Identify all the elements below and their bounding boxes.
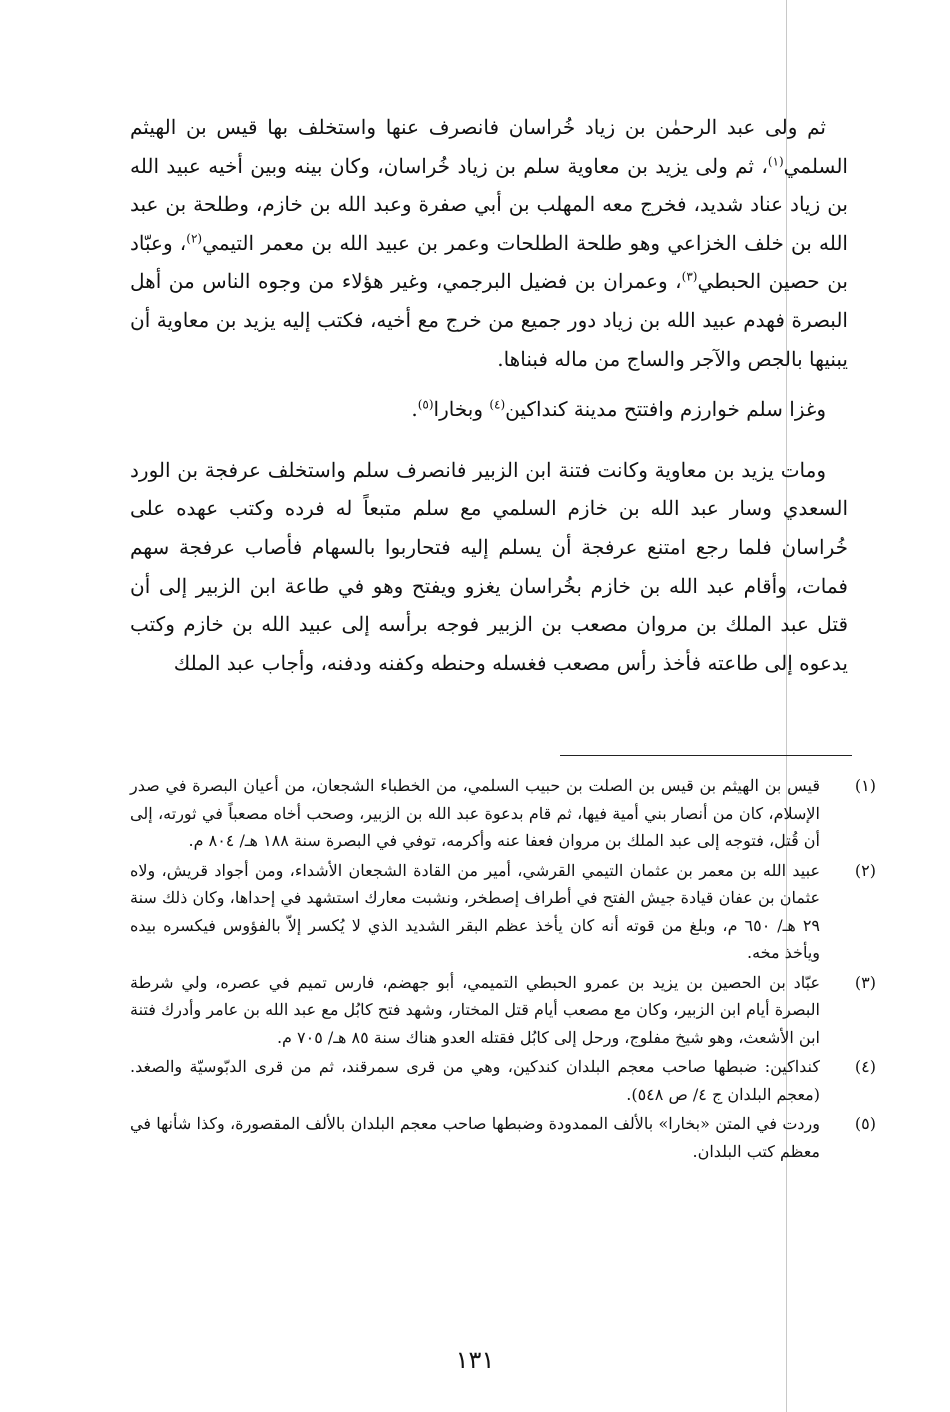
footnote-ref-1: (١) xyxy=(767,153,784,168)
footnote-number: (٤) xyxy=(854,1057,876,1076)
footnote-1 xyxy=(130,772,876,855)
page-number: ١٣١ xyxy=(455,1346,495,1374)
footnote-number: (٢) xyxy=(854,860,876,880)
footnote-ref-3: (٣) xyxy=(681,269,698,284)
footnote-4 xyxy=(130,1053,876,1108)
footnote-text: كنداكين: ضبطها صاحب معجم البلدان كندكين، وهي من قرى سمرقند، ثم من قرى الدبّوسيّة والصغد. (معجم البلدان ج ٤/ ص ٥٤٨). xyxy=(130,1057,820,1104)
footnote-number: (١) xyxy=(854,776,876,795)
footnote-5 xyxy=(130,1110,876,1165)
footnotes xyxy=(130,772,876,1167)
paragraph-2: وغزا سلم خوارزم وافتتح مدينة كنداكين$^{(٤)}$ وبخارا$^{(٥)}$. xyxy=(411,397,826,422)
footnote-text: وردت في المتن «بخارا» بالألف الممدودة وضبطها صاحب معجم البلدان بالألف المقصورة، وكذا شأنها في معظم كتب البلدان. xyxy=(130,1114,820,1161)
footnote-ref-2: (٢) xyxy=(186,231,203,246)
footnote-text: عبّاد بن الحصين بن يزيد بن عمرو الحبطي التميمي، أبو جهضم، فارس تميم في عصره، ولي شرطة البصرة أيام ابن الزبير، وكان مع مصعب أيام قتل المختار، وشهد فتح كابُل مع عبد الله بن عامر وأدرك فتنة ابن الأشعث، وهو شيخ مفلوج، ورحل إلى كابُل فقتله العدو هناك سنة ٨٥ هـ/ ٧٠٥ م. xyxy=(130,972,820,1047)
footnote-text: عبيد الله بن معمر بن عثمان التيمي القرشي، أمير من القادة الشجعان الأشداء، ومن أجواد قريش، ولاه عثمان بن عفان قيادة جيش الفتح في أطراف إصطخر، ونشبت معارك استشهد في إحداها، وكان ذلك سنة ٢٩ هـ/ ٦٥٠ م، وبلغ من قوته أنه كان يأخذ عظم البقر الشديد الذي لا يُكسر إلاّ بالفؤوس فيكسره بيده ويأخذ مخه. xyxy=(130,860,821,962)
footnote-ref-5: (٥) xyxy=(417,397,434,412)
footnote-number: (٥) xyxy=(854,1114,876,1133)
footnote-number: (٣) xyxy=(854,972,876,992)
footnote-separator xyxy=(560,755,852,756)
footnote-2 xyxy=(130,857,876,967)
paragraph-3: ومات يزيد بن معاوية وكانت فتنة ابن الزبير فانصرف سلم واستخلف عرفجة بن الورد السعدي وسار عبد الله بن خازم السلمي مع سلم متبعاً له فرده وكتب عهده على خُراسان فلما رجع امتنع عرفجة أن يسلم إليه فتحاربوا بالسهام فأصاب عرفجة سهم فمات، وأقام عبد الله بن خازم بخُراسان يغزو ويفتح وهو في طاعة ابن الزبير إلى أن قتل عبد الملك بن مروان مصعب بن الزبير فوجه برأسه إلى عبيد الله بن خازم وكتب يدعوه إلى طاعته فأخذ رأس مصعب فغسله وحنطه وكفنه ودفنه، وأجاب عبد الملك xyxy=(130,457,848,675)
footnote-3 xyxy=(130,969,876,1052)
footnote-text: قيس بن الهيثم بن قيس بن الصلت بن حبيب السلمي، من الخطباء الشجعان، من أعيان البصرة في صدر الإسلام، كان من أنصار بني أمية فيها، ثم قام بدعوة عبد الله بن الزبير، وصحب أخاه مصعباً في ثورته، إلى أن قُتل، فتوجه إلى عبد الملك بن مروان فعفا عنه وأكرمه، توفي في البصرة سنة ١٨٨ هـ/ ٨٠٤ م. xyxy=(130,776,821,850)
main-text xyxy=(130,108,848,694)
footnote-ref-4: (٤) xyxy=(489,397,506,412)
paragraph-1: ثم ولى عبد الرحمٰن بن زياد خُراسان فانصرف عنها واستخلف بها قيس بن الهيثم السلمي$^{(١)}$، ثم ولى يزيد بن معاوية سلم بن زياد خُراسان، وكان بينه وبين أخيه عبيد الله بن زياد عناد شديد، فخرج معه المهلب بن أبي صفرة وعبد الله بن خازم، وطلحة بن عبد الله بن خلف الخزاعي وهو طلحة الطلحات وعمر بن عبيد الله بن معمر التيمي$^{(٢)}$، وعبّاد بن حصين الحبطي$^{(٣)}$، وعمران بن فضيل البرجمي، وغير هؤلاء من وجوه الناس من أهل البصرة فهدم عبيد الله بن زياد دور جميع من خرج مع أخيه، فكتب إليه يزيد بن معاوية أن يبنيها بالجص والآجر والساج من ماله فبناها. xyxy=(130,115,848,371)
